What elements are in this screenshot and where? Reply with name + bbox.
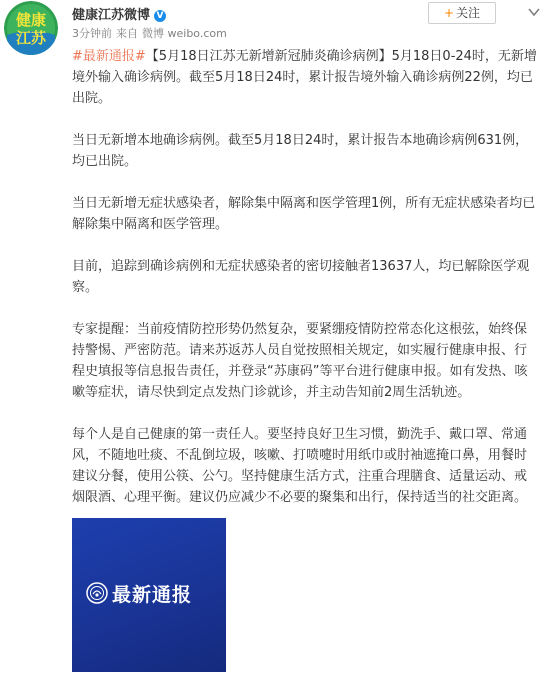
post-image-title: 最新通报 — [112, 584, 193, 606]
post-paragraph-1-text: 【5月18日江苏无新增新冠肺炎确诊病例】5月18日0-24时，无新增境外输入确诊病例。截至5月18日24时，累计报告境外输入确诊病例22例，均已出院。 — [72, 49, 537, 106]
post-paragraph-5: 专家提醒：当前疫情防控形势仍然复杂，要紧绷疫情防控常态化这根弦，始终保持警惕、严密防范。请来苏返苏人员自觉按照相关规定，如实履行健康申报、行程史填报等信息报告责任，并登录“苏康码”等平台进行健康申报。如有发热、咳嗽等症状，请尽快到定点发热门诊就诊，并主动告知前2周生活轨迹。 — [72, 322, 528, 400]
verified-badge-icon: V — [154, 10, 166, 22]
post-source[interactable]: 微博 weibo.com — [142, 27, 227, 40]
post-header — [0, 0, 550, 47]
post-paragraph-2: 当日无新增本地确诊病例。截至5月18日24时，累计报告本地确诊病例631例，均已出院。 — [72, 133, 529, 169]
emblem-icon — [86, 582, 108, 604]
svg-text:江苏: 江苏 — [15, 29, 47, 47]
follow-button[interactable] — [428, 2, 496, 24]
post-image[interactable] — [72, 518, 226, 672]
user-name[interactable]: 健康江苏微博 — [72, 8, 151, 23]
post-paragraph-6: 每个人是自己健康的第一责任人。要坚持良好卫生习惯，勤洗手、戴口罩、常通风，不随地吐痰、不乱倒垃圾，咳嗽、打喷嚏时用纸巾或肘袖遮掩口鼻，用餐时建议分餐，使用公筷、公勺。坚持健康生活方式，注重合理膳食、适量运动、戒烟限酒、心理平衡。建议仍应减少不必要的聚集和出行，保持适当的社交距离。 — [72, 427, 528, 505]
follow-label: 关注 — [456, 6, 481, 20]
post-paragraph-3: 当日无新增无症状感染者，解除集中隔离和医学管理1例，所有无症状感染者均已解除集中隔离和医学管理。 — [72, 196, 536, 232]
chevron-down-icon[interactable] — [527, 5, 541, 19]
user-name-row — [72, 4, 166, 23]
svg-text:健康: 健康 — [15, 11, 47, 29]
source-prefix: 来自 — [116, 27, 138, 40]
avatar-logo-image — [4, 1, 58, 55]
post-paragraph-1 — [72, 46, 538, 109]
post-time[interactable]: 3分钟前 — [72, 27, 112, 40]
follow-plus-icon: + — [443, 6, 455, 20]
avatar[interactable] — [4, 1, 58, 55]
post-text — [72, 46, 538, 529]
post-paragraph-4: 目前，追踪到确诊病例和无症状感染者的密切接触者13637人，均已解除医学观察。 — [72, 259, 530, 295]
hashtag-link[interactable]: #最新通报# — [72, 49, 146, 64]
post-meta — [72, 25, 231, 41]
